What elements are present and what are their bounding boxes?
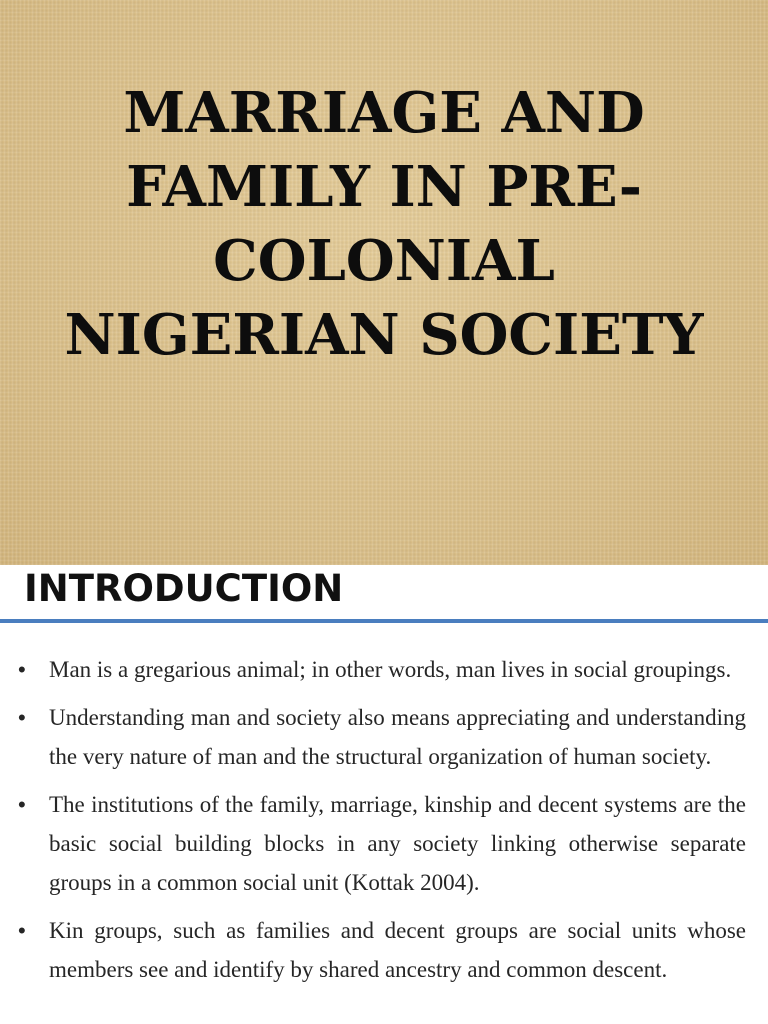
bullet-list — [18, 650, 746, 998]
bullet-item — [18, 785, 746, 902]
title-line: COLONIAL — [213, 228, 555, 294]
bullet-text: Understanding man and society also means appreciating and understanding the very nature of man and the structural organization of human society. — [49, 705, 746, 769]
bullet-icon: • — [18, 918, 26, 943]
bullet-icon: • — [18, 792, 26, 817]
title-line: FAMILY IN PRE- — [126, 154, 642, 220]
bullet-text: Kin groups, such as families and decent groups are social units whose members see and identify by shared ancestry and common descent. — [49, 918, 746, 982]
introduction-slide — [0, 565, 768, 1024]
bullet-item — [18, 650, 746, 689]
bullet-text: Man is a gregarious animal; in other words, man lives in social groupings. — [49, 657, 732, 682]
heading-divider — [0, 619, 768, 623]
bullet-item — [18, 698, 746, 776]
bullet-icon: • — [18, 705, 26, 730]
title-line: NIGERIAN SOCIETY — [64, 302, 704, 368]
title-line: MARRIAGE AND — [123, 80, 645, 146]
introduction-heading: INTRODUCTION — [24, 567, 344, 610]
bullet-text: The institutions of the family, marriage, kinship and decent systems are the basic social building blocks in any society linking otherwise separate groups in a common social unit (Kottak 2004). — [49, 792, 746, 895]
bullet-item — [18, 911, 746, 989]
slide-title — [20, 76, 748, 372]
bullet-icon: • — [18, 657, 26, 682]
